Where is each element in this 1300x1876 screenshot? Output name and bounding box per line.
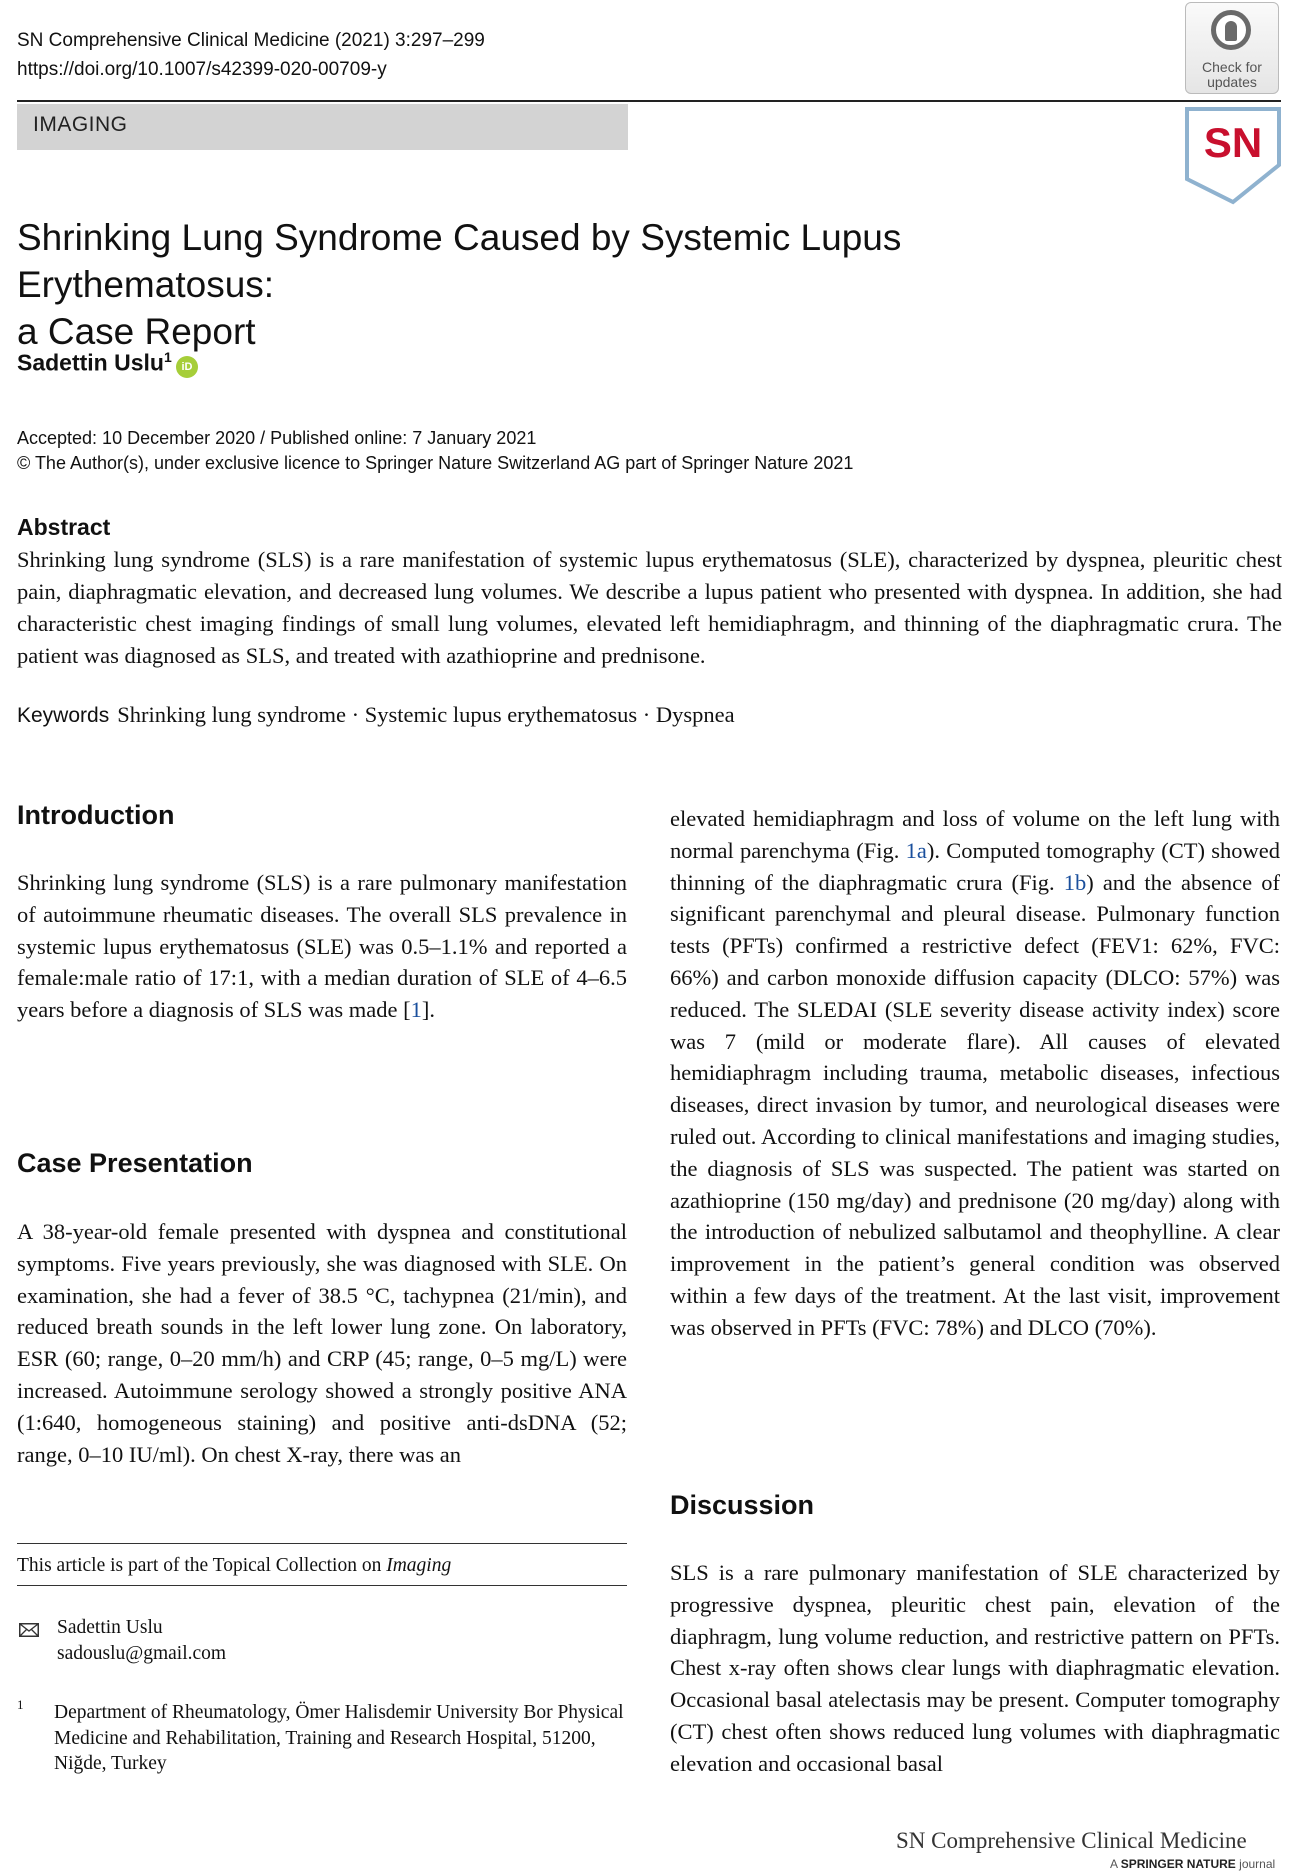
- keywords-text: Shrinking lung syndrome · Systemic lupus erythematosus · Dyspnea: [117, 702, 735, 727]
- topical-collection-name: Imaging: [386, 1555, 452, 1576]
- author-label: Sadettin Uslu: [17, 349, 164, 376]
- check-for-updates-label: Check for updates: [1202, 59, 1262, 90]
- header-divider: [17, 100, 1281, 102]
- author-name[interactable]: [17, 349, 172, 377]
- introduction-text: [17, 867, 627, 1026]
- discussion-heading: Discussion: [670, 1490, 815, 1520]
- abstract-text: Shrinking lung syndrome (SLS) is a rare manifestation of systemic lupus erythematosus (SLE), characterized by dyspnea, pleuritic chest pain, diaphragmatic elevation, and decreased lung volumes. We describe a lupus patient who presented with dyspnea. In addition, she had characteristic chest imaging findings of small lung volumes, elevated left hemidiaphragm, and thinning of the diaphragmatic crura. The patient was diagnosed as SLS, and treated with azathioprine and prednisone.: [17, 547, 1282, 668]
- case-continued-part-1: elevated hemidiaphragm and loss of volume on the left lung with normal parenchyma (Fig.: [670, 806, 1280, 863]
- envelope-icon: [19, 1623, 39, 1637]
- abstract-heading: Abstract: [17, 514, 111, 540]
- case-continued-part-2: ). Computed tomography (CT) showed thinning of the diaphragmatic crura (Fig.: [670, 837, 1280, 895]
- corresponding-author-name: Sadettin Uslu: [57, 1617, 163, 1638]
- affiliation-number: 1: [17, 1697, 24, 1712]
- figure-link-1a[interactable]: 1a: [905, 837, 927, 863]
- intro-text-body: Shrinking lung syndrome (SLS) is a rare pulmonary manifestation of autoimmune rheumatic diseases. The overall SLS prevalence in systemic lupus erythematosus (SLE) was 0.5–1.1% and reported a female:male ratio of 17:1, with a median duration of SLE of 4–6.5 years before a diagnosis of SLS was made [: [17, 870, 627, 1023]
- introduction-heading: Introduction: [17, 800, 175, 830]
- publisher-prefix: A: [1110, 1857, 1121, 1871]
- check-for-updates-badge[interactable]: [1185, 2, 1279, 94]
- case-continued-part-3: ) and the absence of significant parenchymal and pleural disease. Pulmonary function tests (PFTs) confirmed a restrictive defect (FEV1: 62%, FVC: 66%) and carbon monoxide diffusion capacity (DLCO: 57%) was reduced. The SLEDAI (SLE severity disease activity index) score was 7 (mild or moderate flare). All causes of elevated hemidiaphragm including trauma, metabolic diseases, infectious diseases, direct invasion by tumor, and neurological diseases were ruled out. According to clinical manifestations and imaging studies, the diagnosis of SLS was suspected. The patient was started on azathioprine (150 mg/day) and prednisone (20 mg/day) along with the introduction of nebulized salbutamol and theophylline. A clear improvement in the patient’s general condition was observed within a few days of the treatment. At the last visit, improvement was observed in PFTs (FVC: 78%) and DLCO (70%).: [670, 869, 1280, 1340]
- publisher-suffix: journal: [1235, 1857, 1276, 1871]
- topical-collection-note: [17, 1555, 451, 1577]
- sn-logo: [1183, 107, 1283, 207]
- author-affiliation-mark: 1: [163, 349, 172, 365]
- check-for-updates-icon: [1211, 10, 1251, 50]
- title-line-2: a Case Report: [17, 311, 256, 352]
- topical-prefix: This article is part of the Topical Collection on: [17, 1555, 387, 1576]
- article-title: [17, 214, 1167, 355]
- case-presentation-continued: [670, 803, 1280, 1344]
- figure-link-1b[interactable]: 1b: [1063, 869, 1087, 895]
- footer-publisher-line: [1110, 1857, 1275, 1871]
- sn-logo-text: SN: [1203, 119, 1263, 166]
- discussion-text: SLS is a rare pulmonary manifestation of SLE characterized by progressive dyspnea, pleuritic chest pain, elevation of the diaphragm, lung volume reduction, and restrictive pattern on PFTs. Chest x-ray often shows clear lungs with diaphragmatic elevation. Occasional basal atelectasis may be present. Computer tomography (CT) chest often shows reduced lung volumes with diaphragmatic elevation and occasional basal: [670, 1560, 1280, 1776]
- orcid-icon[interactable]: iD: [176, 356, 198, 378]
- keywords-label: Keywords: [17, 704, 110, 727]
- footnote-divider-top: [17, 1543, 627, 1544]
- reference-link-1[interactable]: 1: [410, 997, 422, 1023]
- journal-citation: SN Comprehensive Clinical Medicine (2021) 3:297–299: [17, 30, 485, 51]
- section-label: IMAGING: [33, 113, 128, 136]
- corresponding-author-email[interactable]: sadouslu@gmail.com: [57, 1643, 227, 1664]
- affiliation-text: Department of Rheumatology, Ömer Halisdemir University Bor Physical Medicine and Rehabilitation, Training and Research Hospital, 51200, Niğde, Turkey: [54, 1702, 624, 1774]
- footer-journal-name: SN Comprehensive Clinical Medicine: [896, 1828, 1247, 1853]
- publisher-name: SPRINGER NATURE: [1120, 1857, 1236, 1871]
- case-presentation-text: A 38-year-old female presented with dyspnea and constitutional symptoms. Five years previously, she was diagnosed with SLE. On examination, she had a fever of 38.5 °C, tachypnea (21/min), and reduced breath sounds in the left lower lung zone. On laboratory, ESR (60; range, 0–20 mm/h) and CRP (45; range, 0–5 mg/L) were increased. Autoimmune serology showed a strongly positive ANA (1:640, homogeneous staining) and positive anti-dsDNA (52; range, 0–10 IU/ml). On chest X-ray, there was an: [17, 1219, 627, 1467]
- article-dates: Accepted: 10 December 2020 / Published online: 7 January 2021: [17, 428, 537, 448]
- case-presentation-heading: Case Presentation: [17, 1148, 253, 1178]
- doi-link[interactable]: https://doi.org/10.1007/s42399-020-00709-y: [17, 59, 387, 80]
- keywords-line: [17, 702, 735, 728]
- title-line-1: Shrinking Lung Syndrome Caused by Systemic Lupus Erythematosus:: [17, 217, 902, 305]
- licence-line: © The Author(s), under exclusive licence to Springer Nature Switzerland AG part of Springer Nature 2021: [17, 453, 854, 473]
- footnote-divider-bottom: [17, 1585, 627, 1586]
- intro-text-end: ].: [421, 997, 436, 1023]
